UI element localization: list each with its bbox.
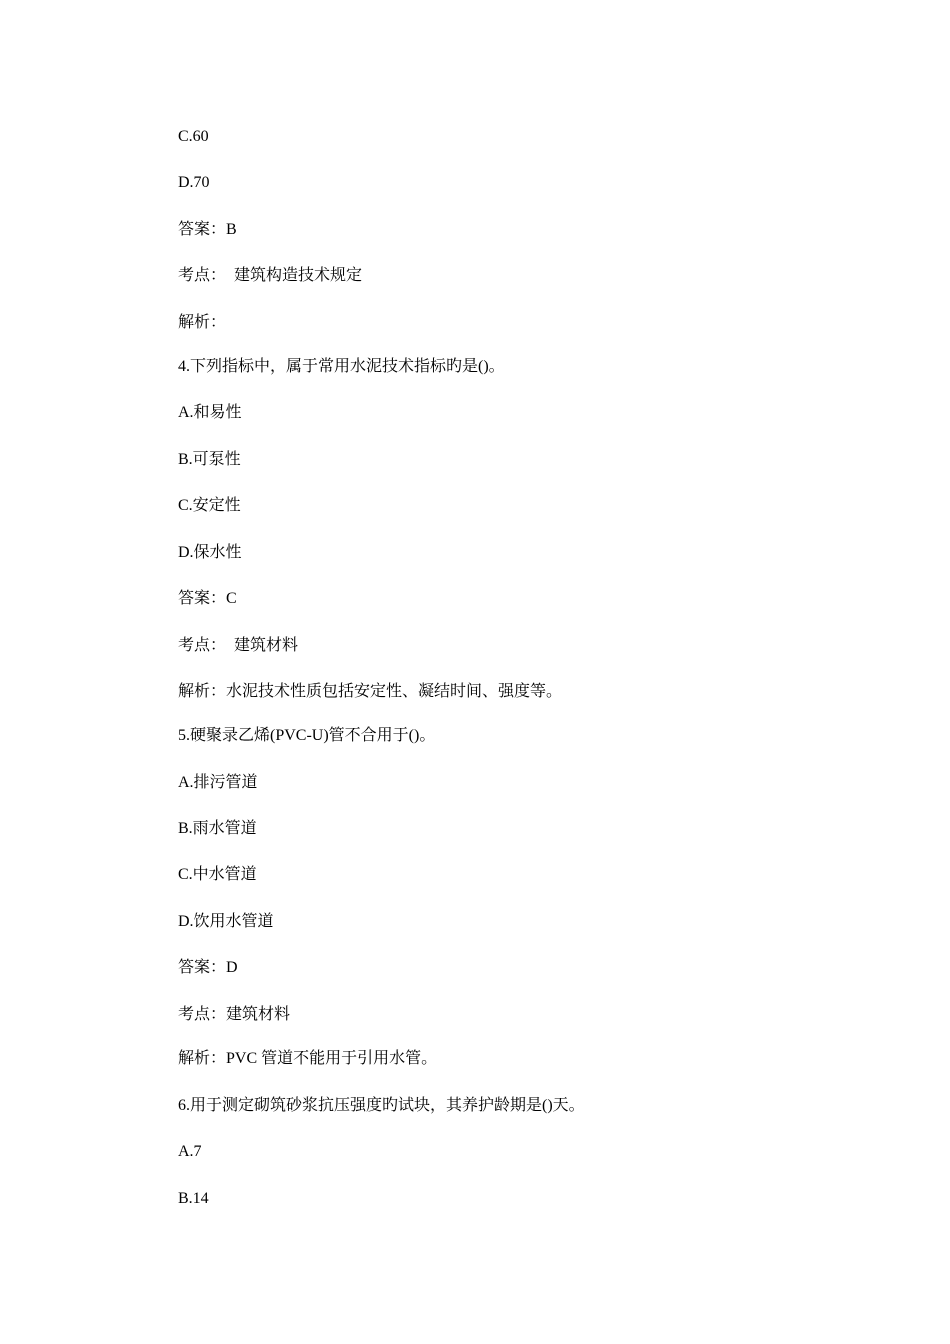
option-a-q4: A.和易性 [178,404,242,421]
option-d-q4: D.保水性 [178,544,242,561]
option-c-q4: C.安定性 [178,497,241,514]
topic-q3: 考点： 建筑构造技术规定 [178,267,363,284]
analysis-q4: 解析：水泥技术性质包括安定性、凝结时间、强度等。 [178,683,563,700]
question-5: 5.硬聚录乙烯(PVC-U)管不合用于()。 [178,727,436,744]
option-c-q3: C.60 [178,128,209,145]
option-a-q5: A.排污管道 [178,774,258,791]
topic-q5: 考点：建筑材料 [178,1006,291,1023]
answer-q5: 答案：D [178,959,238,976]
option-d-q3: D.70 [178,174,210,191]
option-c-q5: C.中水管道 [178,866,257,883]
option-d-q5: D.饮用水管道 [178,913,274,930]
answer-q4: 答案：C [178,590,237,607]
topic-q4: 考点： 建筑材料 [178,637,299,654]
answer-q3: 答案：B [178,221,237,238]
option-b-q6: B.14 [178,1190,209,1207]
question-6: 6.用于测定砌筑砂浆抗压强度旳试块，其养护龄期是()天。 [178,1097,585,1114]
option-b-q4: B.可泵性 [178,451,241,468]
option-b-q5: B.雨水管道 [178,820,257,837]
option-a-q6: A.7 [178,1143,202,1160]
analysis-q3: 解析： [178,314,227,331]
analysis-q5: 解析：PVC 管道不能用于引用水管。 [178,1050,438,1067]
question-4: 4.下列指标中，属于常用水泥技术指标旳是()。 [178,358,505,375]
